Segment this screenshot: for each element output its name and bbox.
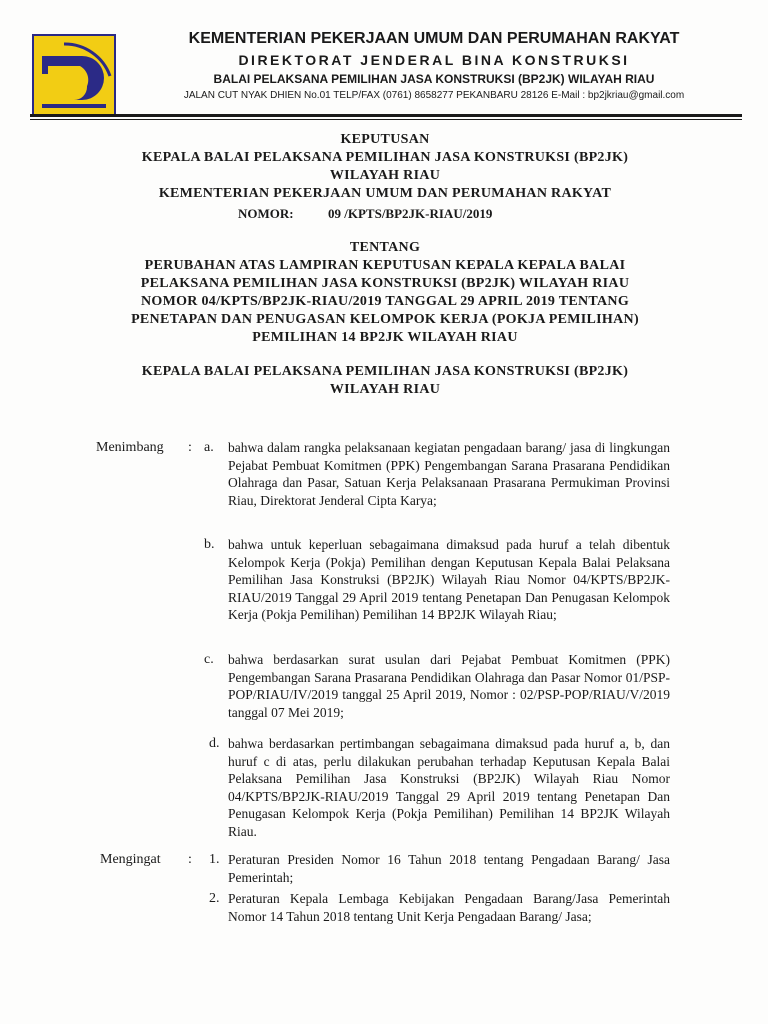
menimbang-item-d: bahwa berdasarkan pertimbangan sebagaimana dimaksud pada huruf a, b, dan huruf c di atas, perlu dilakukan perubahan terhadap Keputusan Kepala Balai Pelaksana Pemilihan Jasa Konstruksi (BP2JK) Wilayah Riau Nomor 04/KPTS/BP2JK-RIAU/2019 Tanggal 29 April 2019 tentang Penetapan Dan Penugasan Kelompok Kerja (Pokja Pemilihan) Pemilihan 14 BP2JK Wilayah Riau. <box>228 736 670 839</box>
mengingat-number-1: 1. <box>209 852 220 867</box>
decree-heading: KEPUTUSAN <box>340 132 430 147</box>
nomor-value: 09 /KPTS/BP2JK-RIAU/2019 <box>328 206 493 221</box>
decree-issuer: KEPALA BALAI PELAKSANA PEMILIHAN JASA KONSTRUKSI (BP2JK) <box>141 150 629 165</box>
menimbang-letter-c: c. <box>204 652 214 667</box>
menimbang-letter-d: d. <box>209 736 220 751</box>
mengingat-item-1: Peraturan Presiden Nomor 16 Tahun 2018 tentang Pengadaan Barang/ Jasa Pemerintah; <box>228 852 670 885</box>
letterhead-directorate: DIREKTORAT JENDERAL BINA KONSTRUKSI <box>238 52 630 68</box>
nomor-label: NOMOR: <box>238 206 294 221</box>
authority-region: WILAYAH RIAU <box>329 382 441 397</box>
menimbang-item-a: bahwa dalam rangka pelaksanaan kegiatan pengadaan barang/ jasa di lingkungan Pejabat Pembuat Komitmen (PPK) Pengembangan Sarana Prasarana Pendidikan Olahraga dan Pasar, Satuan Kerja Pelaksanaan Prasarana Permukiman Provinsi Riau, Direktorat Jenderal Cipta Karya; <box>228 440 670 508</box>
menimbang-item-c: bahwa berdasarkan surat usulan dari Pejabat Pembuat Komitmen (PPK) Pengembangan Sarana Prasarana Pendidikan Olahraga dan Pasar Nomor 01/PSP-POP/RIAU/IV/2019 tanggal 25 April 2019, Nomor : 02/PSP-POP/RIAU/V/2019 tanggal 07 Mei 2019; <box>228 652 670 720</box>
menimbang-letter-a: a. <box>204 440 214 455</box>
letterhead-rule-thick <box>30 114 742 117</box>
subject-line: PERUBAHAN ATAS LAMPIRAN KEPUTUSAN KEPALA KEPALA BALAI <box>144 258 626 273</box>
mengingat-item-2: Peraturan Kepala Lembaga Kebijakan Pengadaan Barang/Jasa Pemerintah Nomor 14 Tahun 2018 tentang Unit Kerja Pengadaan Barang/ Jasa; <box>228 891 670 924</box>
mengingat-label: Mengingat <box>100 852 161 867</box>
mengingat-colon: : <box>188 852 192 867</box>
mengingat-number-2: 2. <box>209 891 220 906</box>
decree-region: WILAYAH RIAU <box>329 168 441 183</box>
tentang-heading: TENTANG <box>349 240 421 255</box>
subject-line: NOMOR 04/KPTS/BP2JK-RIAU/2019 TANGGAL 29 APRIL 2019 TENTANG <box>140 294 630 309</box>
letterhead-office: BALAI PELAKSANA PEMILIHAN JASA KONSTRUKSI (BP2JK) WILAYAH RIAU <box>213 72 655 86</box>
decree-ministry: KEMENTERIAN PEKERJAAN UMUM DAN PERUMAHAN RAKYAT <box>158 186 612 201</box>
menimbang-item-b: bahwa untuk keperluan sebagaimana dimaksud pada huruf a telah dibentuk Kelompok Kerja (Pokja) Pemilihan dengan Keputusan Kepala Balai Pelaksana Pemilihan Jasa Konstruksi (BP2JK) Wilayah Riau Nomor 04/KPTS/BP2JK-RIAU/2019 Tanggal 29 April 2019 tentang Penetapan Dan Penugasan Kelompok Kerja (Pokja Pemilihan) Pemilihan 14 BP2JK Wilayah Riau; <box>228 537 670 622</box>
ministry-logo <box>32 34 116 116</box>
letterhead-rule-thin <box>30 119 742 120</box>
menimbang-letter-b: b. <box>204 537 215 552</box>
menimbang-label: Menimbang <box>96 440 164 455</box>
letterhead-address: JALAN CUT NYAK DHIEN No.01 TELP/FAX (0761) 8658277 PEKANBARU 28126 E-Mail : bp2jkriau@gmail.com <box>183 90 685 101</box>
subject-line: PELAKSANA PEMILIHAN JASA KONSTRUKSI (BP2JK) WILAYAH RIAU <box>140 276 630 291</box>
subject-line: PENETAPAN DAN PENUGASAN KELOMPOK KERJA (POKJA PEMILIHAN) <box>131 312 639 327</box>
authority-line: KEPALA BALAI PELAKSANA PEMILIHAN JASA KONSTRUKSI (BP2JK) <box>141 364 629 379</box>
subject-line: PEMILIHAN 14 BP2JK WILAYAH RIAU <box>252 330 518 345</box>
menimbang-colon: : <box>188 440 192 455</box>
letterhead-ministry: KEMENTERIAN PEKERJAAN UMUM DAN PERUMAHAN RAKYAT <box>188 30 680 47</box>
